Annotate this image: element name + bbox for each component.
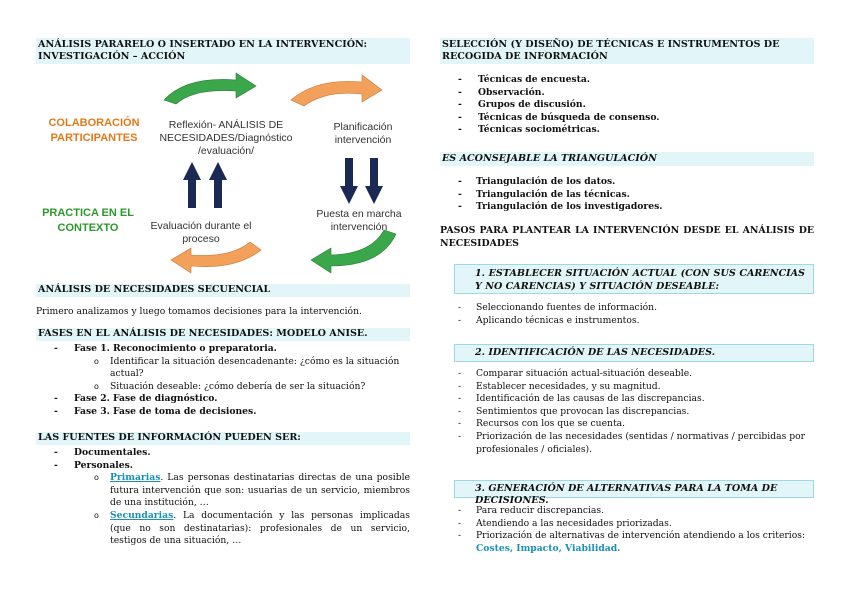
triangulacion-list <box>440 176 814 214</box>
practica-contexto-label: PRACTICA EN EL CONTEXTO <box>42 207 134 234</box>
secundarias-text: . La documentación y las personas implicadas (que no son destinatarias): profesionales de un servicio, testigos de una situación, … <box>110 509 410 547</box>
down-arrow-right <box>365 158 383 204</box>
primarias-text: . Las personas destinatarias directas de una posible futura intervención que son: usuarias de un servicio, miembros de una institución, … <box>110 472 410 509</box>
step-2-item: - Comparar situación actual-situación deseable. <box>440 368 814 381</box>
planificacion-label: Planificación intervención <box>333 121 393 146</box>
step-2-item: - Identificación de las causas de las discrepancias. <box>440 393 814 406</box>
step-3-item: - Atendiendo a las necesidades priorizadas. <box>440 518 814 531</box>
investigacion-accion-diagram <box>36 70 408 278</box>
step-3-item: - Para reducir discrepancias. <box>440 505 814 518</box>
step-2-item: - Sentimientos que provocan las discrepancias. <box>440 406 814 419</box>
fuente-personales: - Personales. <box>36 460 410 473</box>
section-title-fuentes: LAS FUENTES DE INFORMACIÓN PUEDEN SER: <box>36 432 410 445</box>
cycle-arrows <box>36 70 408 278</box>
reflexion-label: Reflexión- ANÁLISIS DE NECESIDADES/Diagnóstico /evaluación/ <box>159 119 293 157</box>
puesta-en-marcha-label: Puesta en marcha intervención <box>316 208 402 233</box>
triangulacion-item: - Triangulación de las técnicas. <box>440 189 814 202</box>
step-2-title: 2. IDENTIFICACIÓN DE LAS NECESIDADES. <box>454 344 814 362</box>
section-title-tecnicas: SELECCIÓN (Y DISEÑO) DE TÉCNICAS E INSTRUMENTOS DE RECOGIDA DE INFORMACIÓN <box>440 38 814 64</box>
down-arrow-left <box>340 158 358 204</box>
secuencial-text: Primero analizamos y luego tomamos decisiones para la intervención. <box>36 306 362 317</box>
fuentes-list <box>36 447 410 548</box>
up-arrow-right <box>209 162 227 208</box>
fase-1: - Fase 1. Reconocimiento o preparatoria. <box>36 343 410 356</box>
section-title-secuencial: ANÁLISIS DE NECESIDADES SECUENCIAL <box>36 284 410 297</box>
fuente-primarias <box>36 472 410 510</box>
triangulacion-item: - Triangulación de los datos. <box>440 176 814 189</box>
primarias-label: Primarias <box>110 472 161 484</box>
fase-1-sub-1: o Identificar la situación desencadenante: ¿cómo es la situación actual? <box>36 356 410 381</box>
step-2-item: - Priorización de las necesidades (sentidas / normativas / percibidas por profesionales / oficiales). <box>440 431 814 456</box>
tecnica-item: - Técnicas de encuesta. <box>440 74 814 87</box>
curved-arrow-top-left <box>164 73 256 104</box>
secundarias-label: Secundarias <box>110 509 174 521</box>
curved-arrow-bottom-right <box>311 230 396 273</box>
fase-1-sub-2: o Situación deseable: ¿cómo debería de ser la situación? <box>36 381 410 394</box>
curved-arrow-top-right <box>291 75 382 106</box>
step-3-last-text: Priorización de alternativas de intervención atendiendo a los criterios: <box>476 530 806 542</box>
colaboracion-participantes-label: COLABORACIÓN PARTICIPANTES <box>48 117 140 144</box>
curved-arrow-bottom-left <box>171 242 261 273</box>
step-2-item: - Establecer necesidades, y su magnitud. <box>440 381 814 394</box>
tecnica-item: - Observación. <box>440 87 814 100</box>
section-title-fases: FASES EN EL ANÁLISIS DE NECESIDADES: MODELO ANISE. <box>36 328 410 341</box>
tecnica-item: - Técnicas de búsqueda de consenso. <box>440 112 814 125</box>
step-2-list <box>440 368 814 456</box>
triangulacion-item: - Triangulación de los investigadores. <box>440 201 814 214</box>
pasos-title: PASOS PARA PLANTEAR LA INTERVENCIÓN DESDE EL ANÁLISIS DE NECESIDADES <box>440 225 814 249</box>
fases-list <box>36 343 410 419</box>
step-2-item: - Recursos con los que se cuenta. <box>440 418 814 431</box>
fuente-documentales: - Documentales. <box>36 447 410 460</box>
step-3-title: 3. GENERACIÓN DE ALTERNATIVAS PARA LA TOMA DE DECISIONES. <box>454 480 814 498</box>
step-1-title: 1. ESTABLECER SITUACIÓN ACTUAL (CON SUS CARENCIAS Y NO CARENCIAS) Y SITUACIÓN DESEABLE: <box>454 264 814 294</box>
evaluacion-label: Evaluación durante el proceso <box>150 220 252 245</box>
section-title-investigacion-accion: ANÁLISIS PARARELO O INSERTADO EN LA INTERVENCIÓN: INVESTIGACIÓN – ACCIÓN <box>36 38 410 64</box>
step-3-item-last <box>440 530 814 555</box>
tecnica-item: - Técnicas sociométricas. <box>440 124 814 137</box>
step-1-item: - Aplicando técnicas e instrumentos. <box>440 315 814 328</box>
step-1-item: - Seleccionando fuentes de información. <box>440 302 814 315</box>
tecnicas-list <box>440 74 814 137</box>
criterios-text: Costes, Impacto, Viabilidad. <box>476 542 621 554</box>
section-title-triangulacion: ES ACONSEJABLE LA TRIANGULACIÓN <box>440 152 814 166</box>
step-3-list <box>440 505 814 555</box>
up-arrow-left <box>183 162 201 208</box>
step-1-list <box>440 302 814 327</box>
fase-2: - Fase 2. Fase de diagnóstico. <box>36 393 410 406</box>
fase-3: - Fase 3. Fase de toma de decisiones. <box>36 406 410 419</box>
fuente-secundarias <box>36 510 410 548</box>
tecnica-item: - Grupos de discusión. <box>440 99 814 112</box>
